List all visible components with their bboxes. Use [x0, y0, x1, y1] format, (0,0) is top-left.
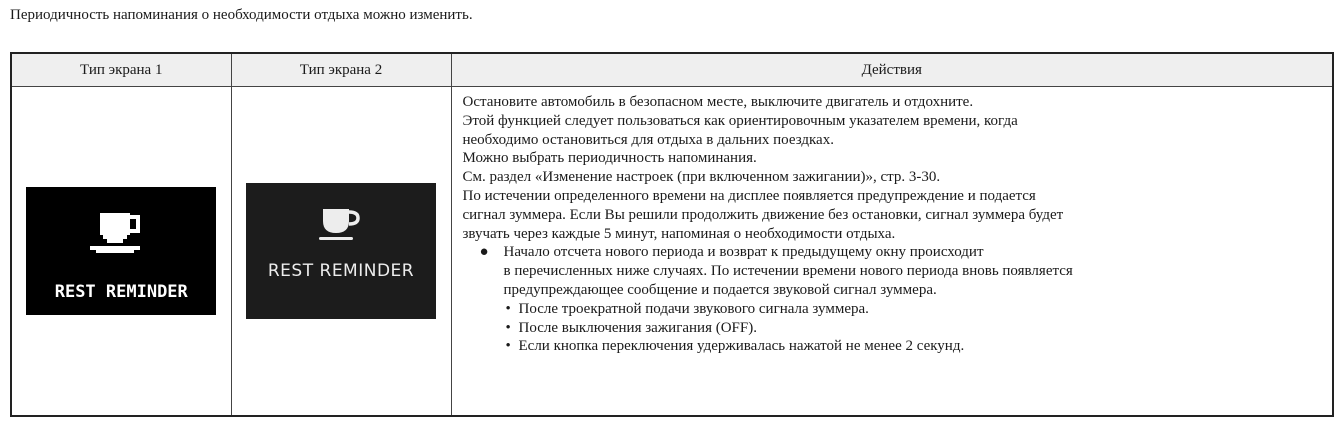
- sub-bullet-item: [504, 337, 1327, 356]
- sub-bullet-icon: •: [505, 300, 511, 317]
- action-line: Остановите автомобиль в безопасном месте, выключите двигатель и отдохните.: [462, 94, 974, 110]
- action-line: См. раздел «Изменение настроек (при включенном зажигании)», стр. 3-30.: [462, 169, 941, 186]
- action-line: сигнал зуммера. Если Вы решили продолжить движение без остановки, сигнал зуммера будет: [462, 206, 1064, 223]
- rest-reminder-table: [10, 52, 1334, 417]
- action-line: Можно выбрать периодичность напоминания.: [462, 150, 757, 167]
- header-screen-type-2: Тип экрана 2: [231, 53, 451, 87]
- table-row: [11, 87, 1333, 417]
- display-label: REST REMINDER: [54, 282, 188, 302]
- actions-cell: [451, 87, 1333, 417]
- display-label: REST REMINDER: [267, 261, 415, 281]
- sub-bullet-text: После троекратной подачи звукового сигнала зуммера.: [518, 300, 869, 317]
- bullet-line: в перечисленных ниже случаях. По истечении времени нового периода вновь появляется: [503, 263, 1073, 280]
- action-line: звучать через каждые 5 минут, напоминая о необходимости отдыха.: [462, 225, 896, 242]
- display-screen-type-1: [26, 187, 216, 315]
- sub-bullet-text: После выключения зажигания (OFF).: [518, 319, 757, 336]
- screen-type-1-cell: [11, 87, 231, 417]
- action-line: необходимо остановиться для отдыха в дальних поездках.: [462, 131, 834, 148]
- bullet-icon: ●: [479, 244, 489, 261]
- intro-text: Периодичность напоминания о необходимости отдыха можно изменить.: [10, 7, 473, 23]
- coffee-cup-icon: [86, 213, 156, 273]
- sub-bullet-item: [504, 300, 1327, 319]
- table-header-row: [11, 53, 1333, 87]
- action-line: Этой функцией следует пользоваться как ориентировочным указателем времени, когда: [462, 112, 1018, 129]
- screen-type-2-cell: [231, 87, 451, 417]
- coffee-cup-icon: [319, 207, 365, 249]
- action-line: По истечении определенного времени на дисплее появляется предупреждение и подается: [462, 187, 1036, 204]
- display-screen-type-2: [246, 183, 436, 319]
- bullet-line: предупреждающее сообщение и подается звуковой сигнал зуммера.: [503, 281, 937, 298]
- header-actions: Действия: [451, 53, 1333, 87]
- sub-bullet-item: [504, 319, 1327, 338]
- sub-bullet-text: Если кнопка переключения удерживалась нажатой не менее 2 секунд.: [518, 338, 965, 355]
- bullet-line: Начало отсчета нового периода и возврат к предыдущему окну происходит: [503, 244, 984, 261]
- header-screen-type-1: Тип экрана 1: [11, 53, 231, 87]
- bullet-item: [463, 243, 1327, 356]
- sub-bullet-icon: •: [505, 319, 511, 336]
- sub-bullet-icon: •: [505, 338, 511, 355]
